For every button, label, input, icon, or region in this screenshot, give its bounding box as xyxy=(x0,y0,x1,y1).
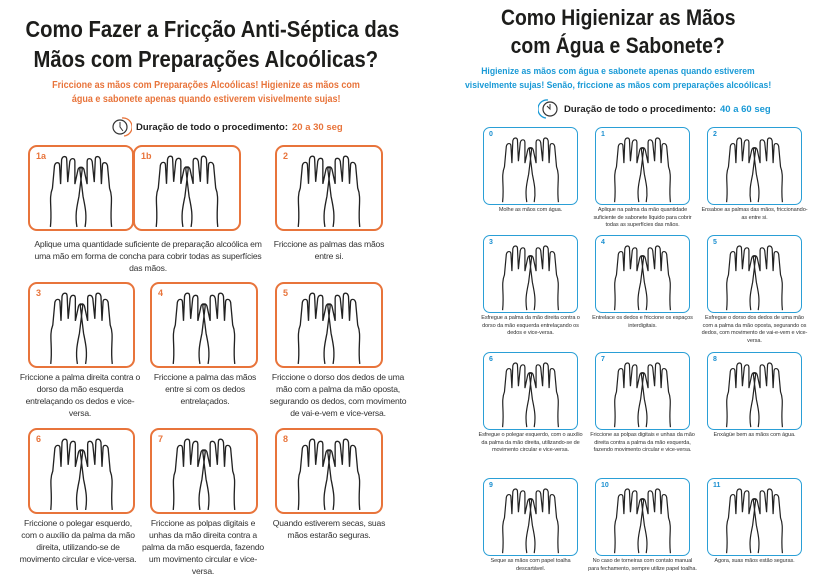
step-number: 10 xyxy=(601,482,609,489)
step-number: 8 xyxy=(713,356,717,363)
hands-illustration xyxy=(277,147,381,229)
step-caption: Quando estiverem secas, suas mãos estarão seguras. xyxy=(272,518,386,540)
step-number: 1a xyxy=(36,151,47,161)
duration-label: Duração de todo o procedimento: xyxy=(136,121,289,133)
step-number: 7 xyxy=(601,356,605,363)
step-illustration xyxy=(483,127,578,205)
clock-icon xyxy=(110,116,132,138)
step-number: 5 xyxy=(283,288,289,298)
hands-illustration xyxy=(152,284,256,366)
poster-title-line1: Como Fazer a Fricção Anti-Séptica das xyxy=(25,16,400,42)
step-illustration xyxy=(707,478,802,556)
step-illustration xyxy=(483,478,578,556)
step-illustration xyxy=(595,352,690,430)
step-caption: Esfregue o dorso dos dedos de uma mão com a palma da mão oposta, segurando os dedos, com movimento de vai-e-vem e vice-versa. xyxy=(701,315,808,344)
step-caption: Aplique uma quantidade suficiente de preparação alcoólica em uma mão em forma de concha para cobrir todas as superfícies das mãos. xyxy=(34,239,262,273)
poster-title-line1: Como Higienizar as Mãos xyxy=(500,5,736,30)
step-number: 9 xyxy=(489,482,493,489)
hands-illustration xyxy=(708,353,801,429)
poster-title-line2: Mãos com Preparações Alcoólicas? xyxy=(33,46,379,72)
step-number: 6 xyxy=(489,356,493,363)
duration xyxy=(538,98,771,120)
duration-value: 20 a 30 seg xyxy=(292,121,343,133)
step-illustration xyxy=(595,478,690,556)
step-illustration xyxy=(275,282,383,368)
step-caption: Aplique na palma da mão quantidade suficiente de sabonete líquido para cobrir todas as superfícies das mãos. xyxy=(593,207,692,228)
poster-subtitle-line2: visivelmente sujas! Senão, friccione as mãos com preparações alcoólicas! xyxy=(464,80,772,91)
step-number: 6 xyxy=(36,434,42,444)
step-illustration xyxy=(595,235,690,313)
step-illustration xyxy=(28,145,134,231)
poster-title-line2: com Água e Sabonete? xyxy=(510,33,726,58)
step-illustration xyxy=(707,235,802,313)
step-caption: Friccione a palma direita contra o dorso da mão esquerda entrelaçando os dedos e vice-versa. xyxy=(19,372,141,418)
step-caption: Friccione as polpas digitais e unhas da mão direita contra a palma da mão esquerda, fazendo movimento circular e vice-versa. xyxy=(590,432,695,453)
hands-illustration xyxy=(484,128,577,204)
step-caption: Seque as mãos com papel toalha descartável. xyxy=(490,558,571,572)
hands-illustration xyxy=(152,430,256,512)
hands-illustration xyxy=(708,479,801,555)
poster-subtitle-line2: água e sabonete apenas quando estiverem visivelmente sujas! xyxy=(71,94,341,105)
hands-illustration xyxy=(484,236,577,312)
step-number: 8 xyxy=(283,434,289,444)
step-illustration xyxy=(707,127,802,205)
step-illustration xyxy=(707,352,802,430)
step-number: 2 xyxy=(713,131,717,138)
step-caption: Molhe as mãos com água. xyxy=(498,207,563,213)
hands-illustration xyxy=(30,284,133,366)
step-number: 5 xyxy=(713,239,717,246)
step-caption: Friccione as polpas digitais e unhas da mão direita contra a palma da mão esquerda, fazendo um movimento circular e vice-versa. xyxy=(141,518,265,576)
step-number: 11 xyxy=(713,482,721,489)
hands-illustration xyxy=(596,353,689,429)
step-caption: Friccione o dorso dos dedos de uma mão com a palma da mão oposta, segurando os dedos, com movimento de vai-e-vem e vice-versa. xyxy=(269,372,407,418)
step-number: 3 xyxy=(489,239,493,246)
poster-subtitle-line1: Friccione as mãos com Preparações Alcoólicas! Higienize as mãos com xyxy=(52,80,360,91)
step-caption: Enxágüe bem as mãos com água. xyxy=(713,432,796,438)
step-caption: No caso de torneiras com contato manual para fechamento, sempre utilize papel toalha. xyxy=(588,558,697,572)
step-illustration xyxy=(595,127,690,205)
hands-illustration xyxy=(484,479,577,555)
step-number: 0 xyxy=(489,131,493,138)
poster-subtitle-line1: Higienize as mãos com água e sabonete apenas quando estiverem xyxy=(481,66,755,77)
hands-illustration xyxy=(277,284,381,366)
step-caption: Friccione a palma das mãos entre si com os dedos entrelaçados. xyxy=(153,372,257,406)
clock-icon xyxy=(538,98,560,120)
step-caption: Esfregue a palma da mão direita contra o dorso da mão esquerda entrelaçando os dedos e vice-versa. xyxy=(481,315,580,336)
hands-illustration xyxy=(596,128,689,204)
duration xyxy=(110,116,343,138)
hands-illustration xyxy=(708,236,801,312)
step-illustration xyxy=(150,428,258,514)
step-illustration xyxy=(133,145,241,231)
step-illustration xyxy=(150,282,258,368)
step-caption: Agora, suas mãos estão seguras. xyxy=(714,558,795,564)
step-illustration xyxy=(275,428,383,514)
hands-illustration xyxy=(596,479,689,555)
step-number: 7 xyxy=(158,434,164,444)
step-illustration xyxy=(28,282,135,368)
step-illustration xyxy=(483,352,578,430)
duration-label: Duração de todo o procedimento: xyxy=(564,103,717,115)
hands-illustration xyxy=(277,430,381,512)
step-illustration xyxy=(483,235,578,313)
hands-illustration xyxy=(30,430,133,512)
step-caption: Friccione as palmas das mãos entre si. xyxy=(273,239,385,261)
step-number: 4 xyxy=(601,239,605,246)
step-number: 1 xyxy=(601,131,605,138)
step-caption: Friccione o polegar esquerdo, com o auxílio da palma da mão direita, utilizando-se de movimento circular e vice-versa. xyxy=(19,518,137,564)
step-number: 3 xyxy=(36,288,42,298)
step-caption: Esfregue o polegar esquerdo, com o auxílio da palma da mão direita, utilizando-se de movimento circular e vice-versa. xyxy=(478,432,583,453)
step-number: 1b xyxy=(141,151,152,161)
duration-value: 40 a 60 seg xyxy=(720,103,771,115)
step-caption: Ensaboe as palmas das mãos, friccionando-as entre si. xyxy=(701,207,808,221)
hands-illustration xyxy=(596,236,689,312)
hands-illustration xyxy=(484,353,577,429)
step-number: 2 xyxy=(283,151,289,161)
step-caption: Entrelace os dedos e friccione os espaços interdigitais. xyxy=(592,315,693,329)
step-illustration xyxy=(275,145,383,231)
step-number: 4 xyxy=(158,288,164,298)
step-illustration xyxy=(28,428,135,514)
hands-illustration xyxy=(708,128,801,204)
